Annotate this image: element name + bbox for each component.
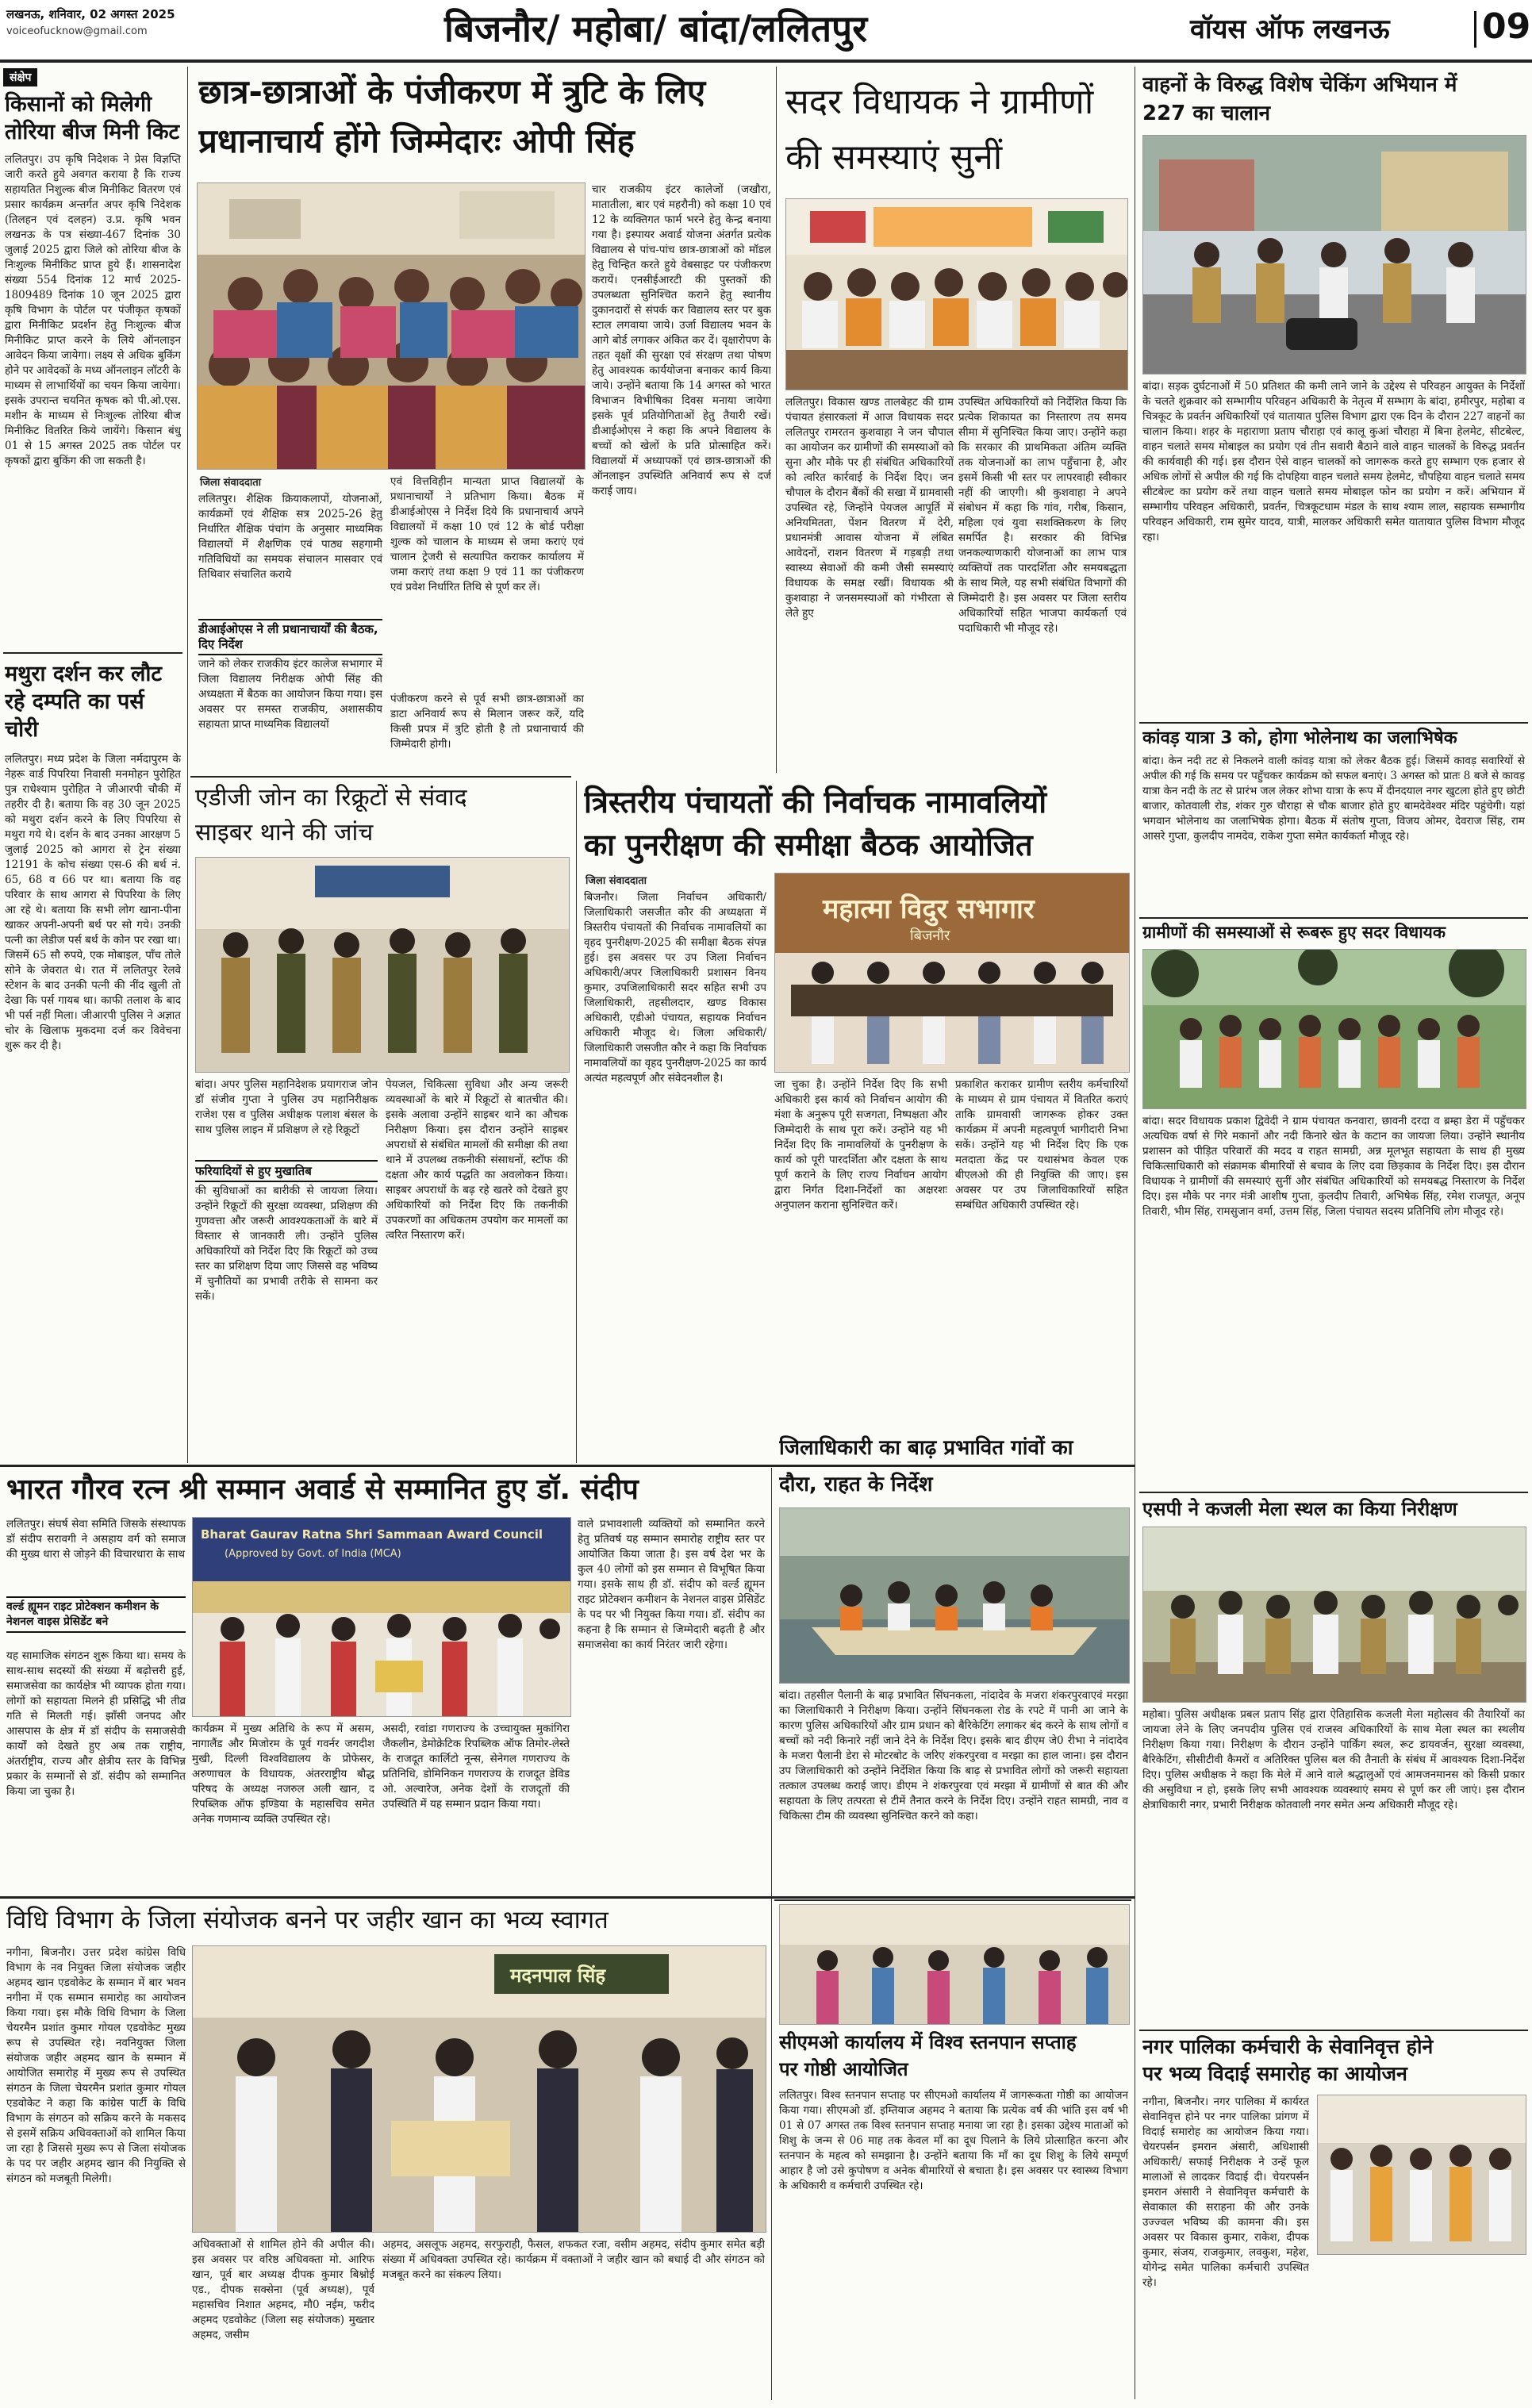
right-story-2-headline: कांवड़ यात्रा 3 को, होगा भोलेनाथ का जलाभिषेक xyxy=(1142,728,1457,748)
article-6-column-2: कार्यक्रम में मुख्य अतिथि के रूप में असम, नागालैंड और मिजोरम के पूर्व गवर्नर जगदीश मुखी, दिल्ली विश्वविद्यालय के प्रोफेसर, अरुणाचल के विधायक, अंतरराष्ट्रीय बौद्ध परिषद के अध्यक्ष नजरुल अली खान, द रिपब्लिक ऑफ इण्डिया के महासचिव समेत अनेक गणमान्य व्यक्ति उपस्थित रहे। xyxy=(192,1722,374,1826)
right-story-3-headline: ग्रामीणों की समस्याओं से रूबरू हुए सदर विधायक xyxy=(1142,923,1446,942)
right-story-5-photo xyxy=(1317,2095,1526,2255)
hall-banner-subtext: बिजनौर xyxy=(910,927,950,944)
masthead xyxy=(0,0,1532,60)
article-8-headline-line-1: सीएमओ कार्यालय में विश्व स्तनपान सप्ताह xyxy=(779,2031,1077,2053)
welcome-ceremony-image xyxy=(193,1946,766,2232)
right-story-3-photo xyxy=(1142,949,1526,1109)
article-8-body: ललितपुर। विश्व स्तनपान सप्ताह पर सीएमओ कार्यालय में जागरूकता गोष्ठी का आयोजन किया गया। सीएमओ डॉ. इम्तियाज अहमद ने बताया कि प्रत्येक वर्ष की भांति इस वर्ष भी 01 से 07 अगस्त तक विश्व स्तनपान सप्ताह मनाया जा रहा है। इसका उद्देश्य माताओं को शिशु के जन्म से 06 माह तक केवल माँ का दूध पिलाने के लिये प्रोत्साहित करना और स्तनपान के महत्व को समझाना है। उन्होंने बताया कि माँ का दूध शिशु के लिये सम्पूर्ण आहार है जो उसे कुपोषण व अनेक बीमारियों से बचाता है। इस अवसर पर स्वास्थ्य विभाग के अधिकारी व कर्मचारी उपस्थित रहे। xyxy=(779,2089,1128,2192)
article-2-headline-line-2: की समस्याएं सुनीं xyxy=(785,137,1003,178)
article-5-body: बांदा। तहसील पैलानी के बाढ़ प्रभावित सिंघनकला, नांदादेव के मजरा शंकरपुरवाएवं मरझा का जिलाधिकारी ने निरीक्षण किया। उन्होंने सिंघनकला रोड के रपटे में पानी आ जाने के कारण पुलिस अधिकारियों और ग्राम प्रधान को बैरिकेटिंग लगाकर बंद करने के साथ लोगों व बच्चों को नदी किनारे नहीं जाने देने के निर्देश दिए। इसके बाद डीएम जे0 रीभा ने नांदादेव के मजरा पैलानी डेरा से मोटरबोट के जरिए शंकरपुरवा व मरझा का हाल जाना। इस दौरान उप जिलाधिकारी को उन्होंने निर्देशित किया कि बाढ़ से प्रभावित लोगों को जरूरी सहायता तत्काल उपलब्ध कराई जाए। डीएम ने शंकरपुरवा एवं मरझा में ग्रामीणों से बात की और सहायता के लिए तत्परता से टीमें तैनात करने के निर्देश दिए। उन्होंने राहत सामग्री, नाव व चिकित्सा टीम की व्यवस्था सुनिश्चित करने को कहा। xyxy=(779,1689,1128,1822)
article-7-column-1: नगीना, बिजनौर। उत्तर प्रदेश कांग्रेस विधि विभाग के नव नियुक्त जिला संयोजक जहीर अहमद खान एडवोकेट के सम्मान में बार भवन नगीना में एक सम्मान समारोह का आयोजन किया गया। इस मौके विधि विभाग के जिला चेयरमैन प्रशांत कुमार गोयल एडवोकेट मुख्य रूप से उपस्थित रहे। नवनियुक्त जिला संयोजक जहीर अहमद खान के सम्मान में आयोजित समारोह में मुख्य रूप से उपस्थित संगठन के जिला चेयरमैन प्रशांत कुमार गोयल एडवोकेट ने कहा कि कांग्रेस पार्टी के विधि विभाग के संगठन को सक्रिय करने के मकसद से इसमें सक्रिय अधिवक्ताओं को शामिल किया जा रहा है जिससे मुख्य रूप से जिला संयोजक के पद पर जहीर अहमद खान की नियुक्ति से संगठन को मजबूती मिलेगी। xyxy=(6,1946,186,2185)
article-6-headline: भारत गौरव रत्न श्री सम्मान अवार्ड से सम्मानित हुए डॉ. संदीप xyxy=(6,1473,639,1506)
article-7-photo xyxy=(192,1945,766,2233)
article-2-column-1: ललितपुर। विकास खण्ड तालबेहट की ग्राम पंचायत हंसारकलां में आज विधायक सदर ललितपुर रामरतन कुशवाहा ने जन चौपाल का आयोजन कर ग्रामीणों की समस्याओं को सुना और मौके पर ही संबंधित अधिकारियों को त्वरित कार्रवाई के निर्देश दिए। जन चौपाल के दौरान बैंकों की सखा में ग्रामवासी उपस्थित रहे, जिन्होंने पेयजल आपूर्ति में अनियमितता, पेंशन वितरण में देरी, प्रधानमंत्री आवास योजना में लंबित आवेदनों, राशन वितरण में गड़बड़ी तथा स्वास्थ्य सेवाओं की कमी जैसी समस्याएं विधायक के समक्ष रखीं। विधायक श्री कुशवाहा ने जनसमस्याओं को गंभीरता से लेते हुए xyxy=(785,396,954,620)
right-story-5-headline-line-1: नगर पालिका कर्मचारी के सेवानिवृत्त होने xyxy=(1142,2035,1434,2058)
article-2-photo xyxy=(785,198,1128,390)
sidebar-story-1-body: ललितपुर। उप कृषि निदेशक ने प्रेस विज्ञप्ति जारी करते हुये अवगत कराया है कि राज्य सहायतित निशुल्क बीज मिनीकिट वितरण एवं प्रसार कार्यक्रम अन्तर्गत अपर कृषि निदेशक (तिलहन एवं दलहन) उ.प्र. कृषि भवन लखनऊ के पत्र संख्या-467 दिनांक 30 जुलाई 2025 द्वारा जिले को तोरिया बीज के निःशुल्क मिनीकिट प्राप्त हुये हैं। शासनादेश संख्या 554 दिनांक 12 मार्च 2025-1809489 दिनांक 10 जून 2025 द्वारा कृषि विभाग के पोर्टल पर पंजीकृत कृषकों द्वारा मिनीकिट प्रदर्शन हेतु निःशुल्क बीज मिनीकिट प्राप्त करने के लिये ऑनलाइन आवेदन किया जायेगा। लक्ष्य से अधिक बुकिंग होने पर आवेदकों के मध्य ऑनलाइन लॉटरी के माध्यम से लाभार्थियों का चयन किया जायेगा। इसके उपरान्त चयनित कृषक को पी.ओ.एस. मशीन के माध्यम से निःशुल्क तोरिया बीज मिनीकिट वितरित किये जायेंगे। किसान बंधु 01 से 15 अगस्त 2025 तक पोर्टल पर कृषकों द्वारा बुकिंग की जा सकती है। xyxy=(5,153,181,467)
a8-top-rule xyxy=(774,1899,1131,1901)
award-banner-title: Bharat Gaurav Ratna Shri Sammaan Award Council xyxy=(201,1527,543,1542)
article-1-headline-line-2: प्रधानाचार्य होंगे जिम्मेदारः ओपी सिंह xyxy=(198,121,635,160)
right-story-1-headline-line-1: वाहनों के विरुद्ध विशेष चेकिंग अभियान में xyxy=(1142,73,1457,97)
right-story-5-body: नगीना, बिजनौर। नगर पालिका में कार्यरत सेवानिवृत्त होने पर नगर पालिका प्रांगण में विदाई समारोह का आयोजन किया गया। चेयरपर्सन इमरान अंसारी, अधिशासी अधिकारी/ सफाई निरीक्षक ने उन्हें फूल मालाओं से लादकर विदाई दी। चेयरपर्सन इमरान अंसारी ने सेवानिवृत्त कर्मचारी के सेवाकाल की सराहना की और उनके उज्ज्वल भविष्य की कामना की। इस अवसर पर विकास कुमार, राकेश, दीपक कुमार, संजय, राजकुमार, लवकुश, महेश, योगेन्द्र समेत पालिका कर्मचारी उपस्थित रहे। xyxy=(1142,2095,1309,2289)
article-6-subhead: वर्ल्ड ह्यूमन राइट प्रोटेक्शन कमीशन के नेशनल वाइस प्रेसिडेंट बने xyxy=(6,1596,186,1633)
sidebar-column-rule xyxy=(187,67,188,1463)
page-number: 09 xyxy=(1482,6,1531,47)
article-8-photo xyxy=(779,1904,1130,2025)
article-4-headline-line-1: त्रिस्तरीय पंचायतों की निर्वाचक नामावलियों xyxy=(584,785,1047,820)
police-recruits-image xyxy=(196,858,569,1072)
email-handle: voiceofucknow@gmail.com xyxy=(6,25,148,37)
article-4-column-3: प्रकाशित कराकर ग्रामीण स्तरीय कर्मचारियों के माध्यम से ग्राम पंचायत में वितरित कराएं ताकि ग्रामवासी जागरूक होकर उक्त कार्यक्रम में अपनी महत्वपूर्ण भागीदारी निभा सकें। उन्होंने यह भी निर्देश दिए कि एक मतदाता केंद्र पर यथासंभव केवल एक बीएलओ की ही नियुक्ति की जाए। इस अवसर पर उप जिलाधिकारियों सहित सम्बंधित अधिकारी उपस्थित रहे। xyxy=(955,1078,1128,1212)
article-3-headline-line-2: साइबर थाने की जांच xyxy=(195,819,374,847)
article-7-column-2: अधिवक्ताओं से शामिल होने की अपील की। इस अवसर पर वरिष्ठ अधिवक्ता मो. आरिफ खान, पूर्व बार अध्यक्ष दीपक कुमार बिश्नोई एड., दीपक सक्सेना (पूर्व अध्यक्ष), पूर्व महासचिव निशात अहमद, मौ0 नईम, फरीद अहमद एडवोकेट (जिला सह संयोजक) मुख्तार अहमद, जसीम xyxy=(192,2238,374,2341)
classroom-meeting-image xyxy=(198,183,585,469)
paper-name: वॉयस ऑफ लखनऊ xyxy=(1190,13,1390,45)
vehicle-checking-image xyxy=(1143,136,1526,374)
section-divider-2 xyxy=(0,1896,1135,1899)
col-rule-a3-a4 xyxy=(576,781,577,1463)
article-3-headline-line-1: एडीजी जोन का रिक्रूटों से संवाद xyxy=(195,784,467,812)
article-2-headline-line-1: सदर विधायक ने ग्रामीणों xyxy=(785,82,1094,122)
article-1-column-1b: जाने को लेकर राजकीय इंटर कालेज सभागार में जिला विद्यालय निरीक्षक ओपी सिंह की अध्यक्षता में बैठक का आयोजन किया गया। इस अवसर पर समस्त राजकीय, अशासकीय सहायता प्राप्त माध्यमिक विद्यालयों xyxy=(198,658,382,731)
dateline: लखनऊ, शनिवार, 02 अगस्त 2025 xyxy=(6,7,175,21)
right-story-1-body: बांदा। सड़क दुर्घटनाओं में 50 प्रतिशत की कमी लाने जाने के उद्देश्य से परिवहन आयुक्त के निर्देशों के चलते शुक्रवार को सम्भागीय परिवहन अधिकारी के नेतृत्व में सम्भाग के बांदा, हमीरपुर, महोबा व चित्रकूट के प्रवर्तन अधिकारियों एवं यातायात पुलिस विभाग द्वारा एक दिन के दौरान 227 वाहनों का चालान किया। शहर के महाराणा प्रताप चौराहा एवं कालू कुआं चौराहा में बिना हेलमेट, सीटबेल्ट, वाहन चलाते समय मोबाइल का प्रयोग एवं तीन सवारी बैठाने वाले वाहन चालकों के विरुद्ध प्रवर्तन की कार्यवाही की गई। इस दौरान ऐसे वाहन चालकों को जागरूक करते हुए सम्भाग एक हजार से अधिक लोगों से अपील की गई कि दोपहिया वाहन चलाते समय हेलमेट, चौपहिया वाहन चलाते समय सीटबेल्ट का प्रयोग करें तथा वाहन चलाते समय मोबाइल फोन का प्रयोग न करें। अभियान में सम्भागीय परिवहन अधिकारी, प्रवर्तन, चित्रकूटधाम मंडल के साथ श्याम लाल, सहायक सम्भागीय परिवहन अधिकारी, राम सुमेर यादव, यात्री, मालकर अधिकारी समेत यातायात पुलिस विभाग मौजूद रहा। xyxy=(1142,380,1525,543)
col-rule-a1-a2 xyxy=(776,67,777,773)
article-2-column-2: उपस्थित अधिकारियों को निर्देशित किया कि प्रत्येक शिकायत का निस्तारण तय समय सीमा में सुनिश्चित किया जाए। उन्होंने कहा कि सरकार की प्राथमिकता अंतिम व्यक्ति तक योजनाओं का लाभ पहुँचाना है, और इसमें किसी भी स्तर पर लापरवाही स्वीकार नहीं की जाएगी। श्री कुशवाहा ने अपने संबोधन में कहा कि गांव, गरीब, किसान, महिला एवं युवा सशक्तिकरण के लिए समर्पित है। सरकार की विभिन्न जनकल्याणकारी योजनाओं का लाभ पात्र व्यक्तियों तक पारदर्शिता और समयबद्धता के साथ मिले, यह सभी संबंधित विभागों की जिम्मेदारी है। इस अवसर पर जिला स्तरीय अधिकारियों सहित भाजपा कार्यकर्ता एवं पदाधिकारी भी मौजूद रहे। xyxy=(958,396,1127,635)
article-1-column-1: ललितपुर। शैक्षिक क्रियाकलापों, योजनाओं, कार्यक्रमों एवं शैक्षिक सत्र 2025-26 हेतु निर्धारित शैक्षिक पंचांग के अनुसार माध्यमिक विद्यालयों में शैक्षणिक एवं पाठ्य सहगामी गतिविधियों का समयक संचालन मासवार एवं तिथिवार संचालित कराये xyxy=(198,493,382,581)
hall-banner-text: महात्मा विदुर सभागार xyxy=(823,893,1035,925)
article-6-column-1: ललितपुर। संघर्ष सेवा समिति जिसके संस्थापक डॉ संदीप सरावगी ने असहाय वर्ग को समाज की मुख्य धारा से जोड़ने की विचारधारा के साथ xyxy=(6,1518,186,1561)
article-1-column-2b: पंजीकरण करने से पूर्व सभी छात्र-छात्राओं का डाटा अनिवार्य रूप से मिलान जरूर करें, यदि किसी प्रपत्र में त्रुटि होती है तो प्रधानाचार्य की जिम्मेदारी होगी। xyxy=(390,693,584,751)
right-story-5-headline-line-2: पर भव्य विदाई समारोह का आयोजन xyxy=(1142,2062,1407,2085)
sidebar-story-2-title: मथुरा दर्शन कर लौट रहे दम्पति का पर्स चोरी xyxy=(5,662,163,742)
a3-top-rule xyxy=(190,776,571,778)
article-8-headline-line-2: पर गोष्ठी आयोजित xyxy=(779,2058,908,2080)
article-4-column-1: बिजनौर। जिला निर्वाचन अधिकारी/जिलाधिकारी जसजीत कौर की अध्यक्षता में त्रिस्तरीय पंचायतों की निर्वाचक नामावलियों का वृहद पुनरीक्षण-2025 की समीक्षा बैठक संपन्न हुई। इस अवसर पर उप जिला निर्वाचन अधिकारी/अपर जिलाधिकारी प्रशासन विनय कुमार, उपजिलाधिकारी सदर सहित सभी उप जिलाधिकारी, तहसीलदार, खण्ड विकास अधिकारी, एडीओ पंचायत, सहायक निर्वाचन अधिकारी मौजूद थे। जिला अधिकारी/जिलाधिकारी जसजीत कौर ने कहा कि निर्वाचक नामावलियों का वृहद पुनरीक्षण-2025 का कार्य अत्यंत महत्वपूर्ण और संवेदनशील है। xyxy=(584,891,766,1085)
r1-r2-divider xyxy=(1139,722,1528,724)
page-divider xyxy=(1474,11,1476,48)
fair-inspection-image xyxy=(1143,1527,1526,1702)
village-chaupal-image xyxy=(786,199,1127,390)
right-story-1-photo xyxy=(1142,135,1526,374)
flood-boat-image xyxy=(780,1508,1129,1683)
col-rule-a6-a5 xyxy=(771,1468,772,2400)
right-story-3-body: बांदा। सदर विधायक प्रकाश द्विवेदी ने ग्राम पंचायत कनवारा, छावनी दरदा व ब्रम्हा डेरा में पहुँचकर अत्यधिक वर्षा से गिरे मकानों और नदी किनारे खेत के कटान का जायजा लिया। उन्होंने स्थानीय प्रशासन को पीड़ित परिवारों की मदद व राहत सामग्री, अन्न मूलभूत सहायता के साथ ही मुख्य चिकित्साधिकारी को संक्रामक बीमारियों से बचाव के लिए दवा छिड़काव के निर्देश दिए। इस दौरान विधायक ने ग्रामीणों की समस्याएं सुनीं और संबंधित अधिकारियों को समयबद्ध निस्तारण के निर्देश दिए। इस मौके पर नगर मंत्री आशीष गुप्ता, कुलदीप तिवारी, अभिषेक सिंह, रमेश राजपूत, अनूप तिवारी, भीम सिंह, रामसुजान वर्मा, उत्तम सिंह, जिला पंचायत सदस्य प्रतिनिधि लोग मौजूद रहे। xyxy=(1142,1115,1525,1218)
article-3-column-2: पेयजल, चिकित्सा सुविधा और अन्य जरूरी व्यवस्थाओं के बारे में रिक्रूटों से बातचीत की। इसके अलावा उन्होंने साइबर थाने का औचक निरीक्षण किया। इस दौरान उन्होंने साइबर अपराधों से संबंधित मामलों की समीक्षा की तथा थाने में उपलब्ध तकनीकी संसाधनों, स्टॉफ की दक्षता और कार्य पद्धति का अवलोकन किया। साइबर अपराधों के बढ़ रहे खतरे को देखते हुए अधिकारियों को निर्देश दिए कि तकनीकी उपकरणों का अधिकतम उपयोग कर मामलों का त्वरित निस्तारण करें। xyxy=(386,1078,568,1242)
right-story-1-headline-line-2: 227 का चालान xyxy=(1142,102,1271,125)
article-6-photo xyxy=(192,1517,571,1717)
r3-r4-divider xyxy=(1139,1492,1528,1493)
article-3-subhead: फरियादियों से हुए मुखातिब xyxy=(195,1160,378,1182)
article-1-byline: जिला संवाददाता xyxy=(200,477,262,489)
award-banner-subtitle: (Approved by Govt. of India (MCA) xyxy=(225,1548,401,1560)
article-1-subhead: डीआईओएस ने ली प्रधानाचार्यों की बैठक, दिए निर्देश xyxy=(198,619,382,655)
article-3-column-1b: की सुविधाओं का बारीकी से जायजा लिया। उन्होंने रिक्रूटों की सुरक्षा व्यवस्था, प्रशिक्षण की गुणवत्ता और जरूरी आवश्यकताओं के बारे में विस्तार से जानकारी ली। उन्होंने पुलिस अधिकारियों को निर्देश दिए कि रिक्रूटों को उच्च स्तर का प्रशिक्षण दिया जाए जिससे वह भविष्य में चुनौतियों का प्रभावी तरीके से सामना कर सकें। xyxy=(195,1185,378,1303)
article-1-column-3: चार राजकीय इंटर कालेजों (जखौरा, मातातीला, बार एवं महरौनी) को कक्षा 10 एवं 12 के व्यक्तिगत फार्म भरने हेतु केन्द्र बनाया गया है। इस्पायर अवार्ड योजना अंतर्गत प्रत्येक विद्यालय से पांच-पांच छात्र-छात्राओं को मॉडल हेतु चिन्हित करते हुये वेबसाइट पर पंजीकरण करायें। एनसीईआरटी की पुस्तकों की उपलब्धता सुनिश्चित कराने हेतु स्थानीय दुकानदारों से संपर्क कर विद्यालय स्तर पर बुक स्टाल लगवाया जाये। उर्जा विद्यालय भवन के आगे बोर्ड लगाकर अंकित कर दें। वृक्षारोपण के तहत वृक्षों की सुरक्षा एवं संरक्षण तथा पोषण हेतु आवश्यक कार्ययोजना बनाकर कार्य किया जाये। उन्होंने बताया कि 14 अगस्त को भारत विभाजन विभीषिका दिवस मनाया जायेगा इसके पूर्व प्रतियोगिताओं हेतु तैयारी रखें। डीआईओएस ने कहा कि अपने विद्यालय के बच्चों को खेलों के प्रति प्रोत्साहित करें। विद्यालयों में अध्यापकों एवं छात्र-छात्राओं की ऑनलाइन उपस्थिति अनिवार्य रूप से दर्ज कराई जाय। xyxy=(592,183,771,497)
article-3-column-1: बांदा। अपर पुलिस महानिदेशक प्रयागराज जोन डॉ संजीव गुप्ता ने पुलिस उप महानिरीक्षक राजेश एस व पुलिस अधीक्षक पलाश बंसल के साथ पुलिस लाइन में प्रशिक्षण ले रहे रिक्रूटों xyxy=(195,1078,378,1136)
article-4-column-2: जा चुका है। उन्होंने निर्देश दिए कि सभी अधिकारी इस कार्य को निर्वाचन आयोग की मंशा के अनुरूप पूरी सजगता, निष्पक्षता और जिम्मेदारी के साथ पूरा करें। उन्होंने यह भी निर्देश दिए कि नामावलियों के पुनरीक्षण के कार्य को पूरी पारदर्शिता और दक्षता के साथ पूर्ण कराने के लिए राज्य निर्वाचन आयोग द्वारा निर्गत दिशा-निर्देशों का अक्षरशः अनुपालन कराना सुनिश्चित करें। xyxy=(774,1078,947,1212)
article-5-headline-line-1: जिलाधिकारी का बाढ़ प्रभावित गांवों का xyxy=(779,1434,1128,1461)
article-1-photo xyxy=(197,182,586,470)
r4-r5-divider xyxy=(1139,2030,1528,2031)
sidebar-story-1-title: किसानों को मिलेगी तोरिया बीज मिनी किट xyxy=(5,92,180,144)
region-heading: बिजनौर/ महोबा/ बांदा/ललितपुर xyxy=(444,7,868,50)
article-4-byline: जिला संवाददाता xyxy=(586,875,647,887)
article-6-column-4: वाले प्रभावशाली व्यक्तियों को सम्मानित करने हेतु प्रतिवर्ष यह सम्मान समारोह राष्ट्रीय स्तर पर आयोजित किया जाता है। इस वर्ष देश भर के कुल 40 लोगों को इस सम्मान से विभूषित किया गया। इसके साथ ही डॉ. संदीप को वर्ल्ड ह्यूमन राइट प्रोटेक्शन कमीशन के नेशनल वाइस प्रेसिडेंट के पद पर भी नियुक्त किया गया। डॉ. संदीप का कहना है कि सम्मान से जिम्मेदारी बढ़ती है और समाजसेवा का कार्य निरंतर जारी रहेगा। xyxy=(578,1518,765,1651)
article-7-headline: विधि विभाग के जिला संयोजक बनने पर जहीर खान का भव्य स्वागत xyxy=(6,1906,609,1934)
village-visit-image xyxy=(1143,950,1526,1108)
article-4-photo xyxy=(774,873,1130,1073)
sidebar-story-2-body: ललितपुर। मध्य प्रदेश के जिला नर्मदापुरम के नेहरू वार्ड पिपरिया निवासी मनमोहन पुरोहित पुत्र राधेश्याम पुरोहित ने जीआरपी चौकी में तहरीर दी है। बताया कि वह 30 जून 2025 को मथुरा दर्शन करने के लिए पिपरिया से मथुरा गये थे। दर्शन के बाद उनका आरक्षण 5 जुलाई 2025 को आगरा से ट्रेन संख्या 12191 के कोच संख्या एस-6 की बर्थ नं. 65, 68 व 66 पर था। बताया कि वह परिवार के साथ आगरा से पिपरिया के लिए आ रहे थे। बताया कि सभी लोग खाना-पीना खाकर अपनी-अपनी बर्थ पर सो गये। उनकी पत्नी का लेडीज पर्स बर्थ के कोन पर रखा था। जिसमें 65 सौ रुपये, एक मोबाइल, पाँच तोले सोने के जेवरात थे। रात में ललितपुर रेलवे स्टेशन के बाद उनकी पत्नी की नींद खुली तो देखा कि पर्स गायब था। काफी तलाश के बाद भी पर्स नहीं मिला। जीआरपी पुलिस ने अज्ञात चोर के खिलाफ मुकदमा दर्ज कर विवेचना शुरू कर दी है। xyxy=(5,753,181,1052)
article-1-headline-line-1: छात्र-छात्राओं के पंजीकरण में त्रुटि के लिए xyxy=(198,72,706,111)
sidebar-divider xyxy=(3,652,182,654)
article-4-headline-line-2: का पुनरीक्षण की समीक्षा बैठक आयोजित xyxy=(584,828,1033,862)
right-story-4-headline: एसपी ने कजली मेला स्थल का किया निरीक्षण xyxy=(1142,1498,1457,1520)
article-5-photo xyxy=(779,1507,1130,1684)
masthead-rule xyxy=(0,60,1532,63)
right-story-4-photo xyxy=(1142,1527,1526,1703)
shop-sign-text: मदनपाल सिंह xyxy=(510,1964,606,1987)
article-3-photo xyxy=(195,857,570,1073)
section-divider-1 xyxy=(0,1465,1135,1467)
right-story-2-body: बांदा। केन नदी तट से निकलने वाली कांवड़ यात्रा को लेकर बैठक हुई। जिसमें कावड़ सवारियों से अपील की गई कि समय पर पहुँचकर कार्यक्रम को सफल बनाएं। 3 अगस्त को प्रातः 8 बजे से कावड़ यात्रा केन नदी के तट से प्रारंभ जल लेकर शोभा यात्रा के रूप में दीनदयाल नगर खुटला होते हुए छोटी बाजार, कोतवाली रोड, शंकर गुरु चौराहा से चौक बाजार होते हुए बामदेवेश्वर मंदिर पहुंचेगी। यहां भगवान भोलेनाथ का जलाभिषेक होगा। बैठक में संतोष गुप्ता, विजय ओमर, देवराज सिंह, राम आसरे गुप्ता, कुलदीप नामदेव, राकेश गुप्ता समेत कार्यकर्ता मौजूद रहे। xyxy=(1142,755,1525,843)
article-6-column-1b: यह सामाजिक संगठन शुरू किया था। समय के साथ-साथ सदस्यों की संख्या में बढ़ोत्तरी हुई, समाजसेवा का कार्यक्षेत्र भी व्यापक होता गया। लोगों को सहायता मिलने ही प्रसिद्धि भी तीव्र गति से मिलती गई। झाँसी जनपद और आसपास के क्षेत्र में डॉ संदीप के समाजसेवी कार्यों को देखते हुए अब तक राष्ट्रीय, अंतर्राष्ट्रीय, राज्य और क्षेत्रीय स्तर के विभिन्न प्रकार के सम्मानों से डॉ. संदीप को सम्मानित किया जा चुका है। xyxy=(6,1649,186,1798)
farewell-ceremony-image xyxy=(1318,2095,1526,2254)
article-7-column-3: अहमद, असलूफ अहमद, सरफुराही, फैसल, शफकत रजा, वसीम अहमद, संदीप कुमार समेत बड़ी संख्या में अधिवक्ता उपस्थित रहे। कार्यक्रम में वक्ताओं ने जहीर खान को बधाई दी और संगठन को मजबूत करने का संकल्प लिया। xyxy=(382,2238,765,2281)
right-story-4-body: महोबा। पुलिस अधीक्षक प्रबल प्रताप सिंह द्वारा ऐतिहासिक कजली मेला महोत्सव की तैयारियों का जायजा लेने के लिए जनपदीय पुलिस एवं राजस्व अधिकारियों के साथ मेला स्थल का स्थलीय निरीक्षण किया गया। निरीक्षण के दौरान उन्होंने पार्किंग स्थल, रूट डायवर्जन, सुरक्षा व्यवस्था, बैरिकेटिंग, सीसीटीवी कैमरों व अतिरिक्त पुलिस बल की तैनाती के संबंध में आवश्यक दिशा-निर्देश दिए। पुलिस अधीक्षक ने कहा कि मेले में आने वाले श्रद्धालुओं एवं आमजनमानस को किसी प्रकार की असुविधा न हो, इसके लिए सभी आवश्यक व्यवस्थाएं समय से पूर्ण कर ली जाएं। इस दौरान क्षेत्राधिकारी नगर, प्रभारी निरीक्षक कोतवाली नगर समेत अन्य अधिकारी मौजूद रहे। xyxy=(1142,1708,1525,1811)
r2-r3-divider xyxy=(1139,917,1528,919)
article-1-column-2: एवं वित्तविहीन मान्यता प्राप्त विद्यालयों के प्रधानाचार्यों ने प्रतिभाग किया। बैठक में डीआईओएस ने निर्देश दिये कि प्रधानाचार्य अपने विद्यालयों में कक्षा 10 एवं 12 के बोर्ड परीक्षा शुल्क को चालान के माध्यम से जमा कराएं एवं चालान ट्रेजरी से सत्यापित कराकर कार्यालय में जमा कराएं तथा कक्षा 9 एवं 11 का पंजीकरण एवं प्रवेश निर्धारित तिथि से पूर्ण कर लें। xyxy=(390,475,584,593)
breastfeeding-seminar-image xyxy=(780,1905,1129,2024)
article-6-column-3: असदी, रवांडा गणराज्य के उच्चायुक्त मुकांगिरा जैकलीन, डेमोक्रेटिक रिपब्लिक ऑफ तिमोर-लेस्ते के राजदूत कार्लिटो नून्स, सेनेगल गणराज्य के प्रतिनिधि, डोमिनिकन गणराज्य के राजदूत डेविड ओ. अल्वारेज, अनेक देशों के राजदूतों की उपस्थिति में यह सम्मान प्रदान किया गया। xyxy=(382,1722,570,1811)
sidebar-label: संक्षेप xyxy=(3,68,37,86)
article-5-headline-line-2: दौरा, राहत के निर्देश xyxy=(779,1473,933,1496)
